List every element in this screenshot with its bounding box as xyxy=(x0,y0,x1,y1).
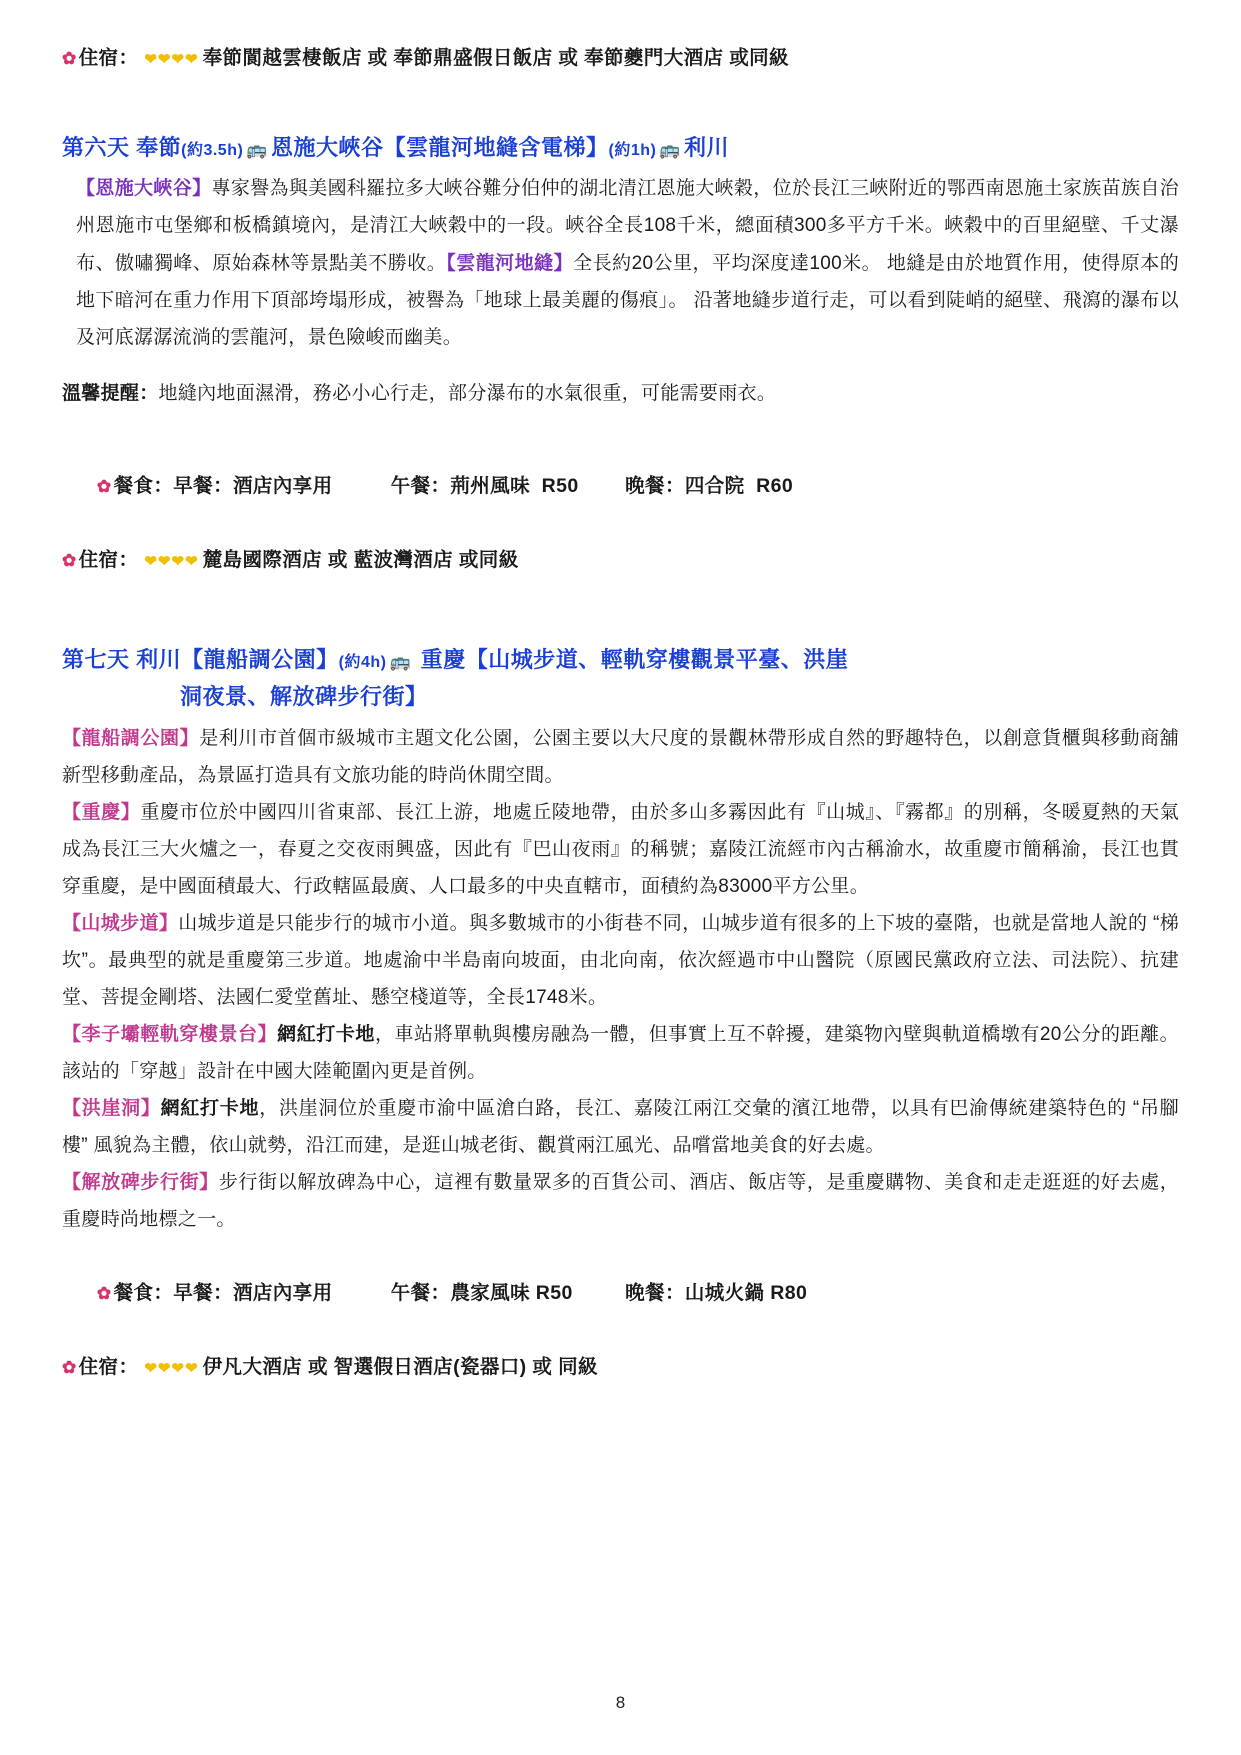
hotel-text: 奉節閬越雲棲飯店 或 奉節鼎盛假日飯店 或 奉節夔門大酒店 或同級 xyxy=(202,47,789,69)
para-text: 步行街以解放碑為中心，這裡有數量眾多的百貨公司、酒店、飯店等，是重慶購物、美食和走走逛逛的好去處，重慶時尚地標之一。 xyxy=(62,1172,1180,1231)
para-text: 山城步道是只能步行的城市小道。與多數城市的小街巷不同，山城步道有很多的上下坡的臺階，也就是當地人說的 “梯坎”。最典型的就是重慶第三步道。地處渝中半島南向坡面，由北向南，依次經過市中山醫院（原國民黨政府立法、司法院）、抗建堂、菩提金剛塔、法國仁愛堂舊址、懸空棧道等，全長1748米。 xyxy=(62,912,1179,1009)
bus-icon: 🚌 xyxy=(246,140,268,160)
para-tag: 【雲龍河地縫】 xyxy=(446,252,574,274)
paragraph xyxy=(62,1164,1179,1238)
paragraph xyxy=(62,720,1179,794)
lunch: 午餐：荊州風味 R50 xyxy=(390,474,579,497)
para-bold-lead: 網紅打卡地 xyxy=(160,1098,260,1120)
para-text: ，洪崖洞位於重慶市渝中區滄白路，長江、嘉陵江兩江交彙的濱江地帶，以具有巴渝傳統建築特色的 “吊腳樓” 風貌為主體，依山就勢，沿江而建，是逛山城老街、觀賞兩江風光、品嚐當地美食的好去處。 xyxy=(62,1098,1179,1157)
flower-icon: ✿ xyxy=(62,49,77,68)
tip-label: 溫馨提醒： xyxy=(62,382,159,404)
day6-title-prefix: 第六天 奉節 xyxy=(62,135,182,161)
page-number: 8 xyxy=(615,1693,626,1712)
day7-title-prefix: 第七天 利川【龍船調公園】 xyxy=(62,646,339,672)
hotel-star-rating: ❤❤❤❤ xyxy=(144,552,199,570)
dinner: 晚餐：四合院 R60 xyxy=(625,474,794,497)
day6-title-end: 利川 xyxy=(684,135,730,161)
hotel-label: 住宿： xyxy=(78,1356,139,1379)
paragraph xyxy=(62,1016,1179,1090)
breakfast: 早餐：酒店內享用 xyxy=(173,474,333,497)
para-tag: 【解放碑步行街】 xyxy=(62,1172,219,1194)
bus-icon: 🚌 xyxy=(659,140,682,160)
bus-icon: 🚌 xyxy=(389,651,412,671)
meal-label: 餐食： xyxy=(113,1282,174,1305)
day7-heading-line2 xyxy=(62,678,1179,715)
hotel-label: 住宿： xyxy=(78,47,139,69)
para-bold-lead: 網紅打卡地 xyxy=(277,1024,375,1046)
paragraph xyxy=(62,794,1179,905)
day7-body xyxy=(62,720,1179,1387)
para-text: 是利川市首個市級城市主題文化公園，公園主要以大尺度的景觀林帶形成自然的野趣特色，以創意貨櫃與移動商舖新型移動產品，為景區打造具有文旅功能的時尚休閒空間。 xyxy=(62,727,1179,786)
flower-icon: ✿ xyxy=(96,476,112,496)
lunch: 午餐：農家風味 R50 xyxy=(390,1282,573,1305)
day6-hotel-row xyxy=(62,542,1179,579)
day7-hotel-row xyxy=(62,1349,1179,1386)
para-tag: 【山城步道】 xyxy=(62,912,179,934)
hotel-line-top xyxy=(62,40,1179,77)
day7-time-1: (約4h) xyxy=(338,653,387,671)
para-text: 全長約20公里，平均深度達100米。 地縫是由於地質作用，使得原本的地下暗河在重力作用下頂部垮塌形成，被譽為「地球上最美麗的傷痕」。 沿著地縫步道行走，可以看到陡峭的絕壁、飛瀉的瀑布以及河底潺潺流淌的雲龍河，景色險峻而幽美。 xyxy=(76,252,1179,348)
para-tag: 【李子壩輕軌穿樓景台】 xyxy=(62,1024,278,1046)
hotel-star-rating: ❤❤❤❤ xyxy=(144,1360,199,1378)
para-text: 重慶市位於中國四川省東部、長江上游，地處丘陵地帶，由於多山多霧因此有『山城』、『霧都』的別稱，冬暖夏熱的天氣成為長江三大火爐之一，春夏之交夜雨興盛，因此有『巴山夜雨』的稱號；嘉陵江流經市內古稱渝水，故重慶市簡稱渝，長江也貫穿重慶，是中國面積最大、行政轄區最廣、人口最多的中央直轄市，面積約為83000平方公里。 xyxy=(62,801,1180,897)
spacer xyxy=(62,77,1179,129)
paragraph xyxy=(62,1090,1179,1164)
dinner: 晚餐：山城火鍋 R80 xyxy=(625,1282,808,1305)
para-tag: 【龍船調公園】 xyxy=(62,727,200,749)
spacer xyxy=(62,579,1179,641)
meal-label: 餐食： xyxy=(113,474,174,497)
day6-title-mid: 恩施大峽谷【雲龍河地縫含電梯】 xyxy=(270,135,609,161)
breakfast: 早餐：酒店內享用 xyxy=(173,1282,333,1305)
day7-heading xyxy=(62,641,1179,678)
day7-title-mid: 重慶【山城步道、輕軌穿樓觀景平臺、洪崖 xyxy=(420,646,849,672)
hotel-label: 住宿： xyxy=(78,548,139,571)
para-tag: 【洪崖洞】 xyxy=(62,1098,161,1120)
hotel-text: 麓島國際酒店 或 藍波灣酒店 或同級 xyxy=(202,548,519,571)
flower-icon: ✿ xyxy=(62,550,77,570)
day7-meal-row xyxy=(62,1238,1179,1349)
day6-time-2: (約1h) xyxy=(608,142,657,160)
hotel-text: 伊凡大酒店 或 智選假日酒店(瓷器口) 或 同級 xyxy=(202,1356,598,1379)
paragraph xyxy=(62,905,1179,1016)
flower-icon: ✿ xyxy=(96,1284,112,1304)
para-text: 專家譽為與美國科羅拉多大峽谷難分伯仲的湖北清江恩施大峽穀，位於長江三峽附近的鄂西南恩施土家族苗族自治州恩施市屯堡鄉和板橋鎮境內，是清江大峽穀中的一段。峽谷全長108千米，總面積300多平方千米。峽穀中的百里絕壁、千丈瀑布、傲嘯獨峰、原始森林等景點美不勝收。 xyxy=(76,178,1179,274)
day6-tip xyxy=(62,375,1179,412)
flower-icon: ✿ xyxy=(62,1358,77,1378)
day6-body xyxy=(62,170,1179,578)
paragraph xyxy=(62,170,1179,355)
day7-title-line2: 洞夜景、解放碑步行街】 xyxy=(180,684,428,710)
para-tag: 【恩施大峽谷】 xyxy=(76,178,212,200)
para-tag: 【重慶】 xyxy=(62,801,141,823)
day6-meal-row xyxy=(62,431,1179,542)
tip-text: 地縫內地面濕滑，務必小心行走，部分瀑布的水氣很重，可能需要雨衣。 xyxy=(158,382,777,404)
hotel-star-rating: ❤❤❤❤ xyxy=(144,51,199,68)
day6-time-1: (約3.5h) xyxy=(181,142,244,160)
para-text: ，車站將單軌與樓房融為一體，但事實上互不幹擾，建築物內壁與軌道橋墩有20公分的距離。該站的「穿越」設計在中國大陸範圍內更是首例。 xyxy=(62,1024,1179,1083)
day6-heading xyxy=(62,129,1179,166)
